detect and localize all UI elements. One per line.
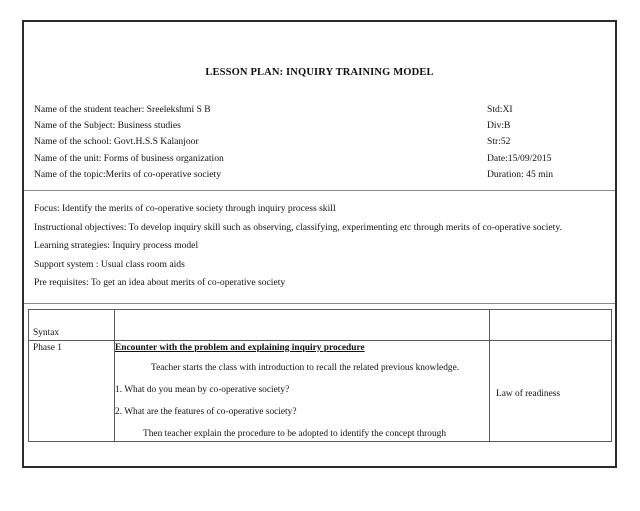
overview-line: Learning strategies: Inquiry process model [34,240,199,252]
phase-body-line: 1. What do you mean by co-operative society? [115,384,290,395]
phase-body-line: Teacher starts the class with introduction to recall the related previous knowledge. [151,362,460,373]
header-field-label: Name of the student teacher: Sreelekshmi S B [34,104,211,115]
overview-line: Support system : Usual class room aids [34,258,185,270]
table-cell-note-header [490,309,612,340]
overview-line: Focus: Identify the merits of co-operative society through inquiry process skill [34,203,336,215]
header-field-label: Name of the unit: Forms of business organization [34,152,224,164]
section-divider [24,303,615,304]
header-row [34,134,607,150]
phase-label: Phase 1 [33,342,62,353]
phase-note-text: Law of readiness [496,388,561,399]
table-row [29,340,612,441]
body-column-header [115,308,123,323]
header-field-label: Name of the topic:Merits of co-operative society [34,168,222,180]
overview-line: Instructional objectives: To develop inquiry skill such as observing, classifying, experimenting etc through merits of co-operative society. [34,221,562,233]
phase-body-line: 2. What are the features of co-operative society? [115,406,297,417]
phase-body-line: Then teacher explain the procedure to be adopted to identify the concept through [143,428,447,439]
table-cell-phase [29,340,115,441]
header-row [34,167,607,183]
header-field-value: Date:15/09/2015 [487,152,552,164]
table-row [29,309,612,340]
header-field-label: Name of the Subject: Business studies [34,120,181,132]
header-row [34,102,607,118]
document-page [22,20,617,468]
header-field-value: Std:XI [487,104,513,115]
header-field-label: Name of the school: Govt.H.S.S Kalanjoor [34,136,199,148]
phase-body-heading: Encounter with the problem and explaining inquiry procedure [115,342,365,353]
table-cell-phase-body [115,340,490,441]
header-field-value: Duration: 45 min [487,168,554,180]
overview-line: Pre requisites: To get an idea about merits of co-operative society [34,277,286,289]
table-cell-body-header [115,309,490,340]
lesson-header-block [24,102,615,183]
lesson-plan-table [28,309,612,442]
header-field-value: Div:B [487,120,511,132]
page-content [24,67,615,511]
overview-block [24,191,615,293]
syntax-column-header: Syntax [33,327,60,338]
note-column-header [490,308,498,323]
table-cell-syntax-header [29,309,115,340]
header-row [34,151,607,167]
table-cell-phase-note [490,340,612,441]
header-field-value: Str:52 [487,136,511,148]
header-row [34,118,607,134]
page-title: LESSON PLAN: INQUIRY TRAINING MODEL [205,67,434,78]
